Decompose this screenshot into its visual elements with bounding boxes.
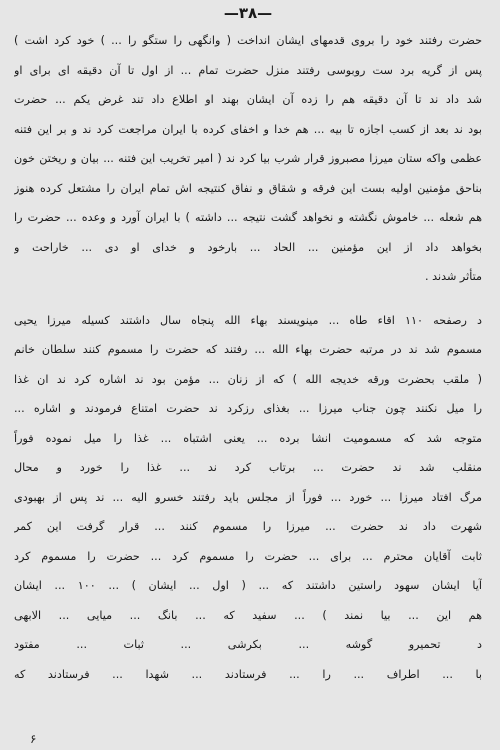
page-number: —۳۸— xyxy=(223,4,273,22)
text-line: شد داد ند تا آن دقیقه هم را زده آن ایشان بهند او اطلاع داد تند غرض یکم ... حضرت xyxy=(14,93,482,106)
text-line: د تحمیرو گوشه ... بکرشی ... ثبات ... مفتود xyxy=(14,638,482,651)
text-line: هم شعله ... خاموش نگشته و نخواهد گشت نتیجه ... داشته ) با ایران آورد و وعده ... حضرت را xyxy=(14,211,482,224)
text-line: متوجه شد که مسمومیت انشا برده ... یعنی اشتباه ... غذا را میل نموده فوراً xyxy=(14,431,482,445)
text-line: عظمی واکه ستان میرزا مصبروز قرار شرب بیا کرد ند ( امیر تخریب این فتنه ... بیان و ریختن خون xyxy=(14,152,482,165)
paragraph-gap xyxy=(14,292,482,306)
text-line: ( ملقب بحضرت ورقه خدیجه الله ) که از زنان ... مؤمن بود ند اشاره کرد ند ان غذا xyxy=(14,372,482,386)
text-line: شهرت داد ند حضرت ... میرزا را مسموم کنند ... قرار گرفت این کمر xyxy=(14,520,482,533)
text-line: را میل نکنند چون جناب میرزا ... بغذای رزکرد ند حضرت امتناع فرمودند و اشاره ... xyxy=(14,402,482,415)
text-line: د رصفحه ۱۱۰ اقاء طاه ... مینویسند بهاء الله پنجاه سال داشتند کسیله میرزا یحیی xyxy=(14,313,482,327)
text-line: ثابت آقایان محترم ... برای ... حضرت را مسموم کرد ... حضرت را مسموم کرد xyxy=(14,549,482,563)
text-line: با ... اطراف ... را ... فرستادند ... شهدا ... فرستادند که xyxy=(14,667,482,681)
text-line: بناحق مؤمنین اولیه بست این فرقه و شقاق و نفاق کنتیجه اش تمام ایران را مشتعل کرده هنوز xyxy=(14,181,482,195)
footer-mark: ۶ xyxy=(30,732,37,746)
text-line: متأثر شدند . xyxy=(425,270,482,283)
paragraph-1 xyxy=(14,26,482,292)
text-line: پس از گریه برد ست روبوسی رفتند منزل حضرت تمام ... از اول تا آن دقیقه ای برای او xyxy=(14,63,482,77)
text-line: آیا ایشان سهود راستین داشتند که ... ( اول ... ایشان ) ... ۱۰۰ ... ایشان xyxy=(14,579,482,592)
text-line: مرگ افتاد میرزا ... خورد ... فوراً از مجلس باید رفتند خسرو الیه ... ند پس از بهبودی xyxy=(14,490,482,504)
text-line: هم این ... بیا نمند ) ... سفید که ... بانگ ... میایی ... الابهی xyxy=(14,608,482,622)
body-text xyxy=(14,26,482,689)
text-line: حضرت رفتند خود را بروی قدمهای ایشان انداخت ( وانگهی را ستگو را ... ) خود کرد اشت ) xyxy=(14,34,482,47)
text-line: بخواهد داد از این مؤمنین ... الحاد ... بارخود و خدای او دی ... خاراحت و xyxy=(14,240,482,254)
text-line: بود ند بعد از کسب اجازه تا بیه ... هم خدا و اخفای کرده با ایران مراجعت کرد ند و بر این فتنه xyxy=(14,122,482,136)
text-line: منقلب شد ند حضرت ... برتاب کرد ند ... غذا را خورد و محال xyxy=(14,461,482,474)
text-line: مسموم شد ند در مرتبه حضرت بهاء الله ... رفتند که حضرت را مسموم کنند سلطان خانم xyxy=(14,343,482,356)
paragraph-2 xyxy=(14,306,482,690)
